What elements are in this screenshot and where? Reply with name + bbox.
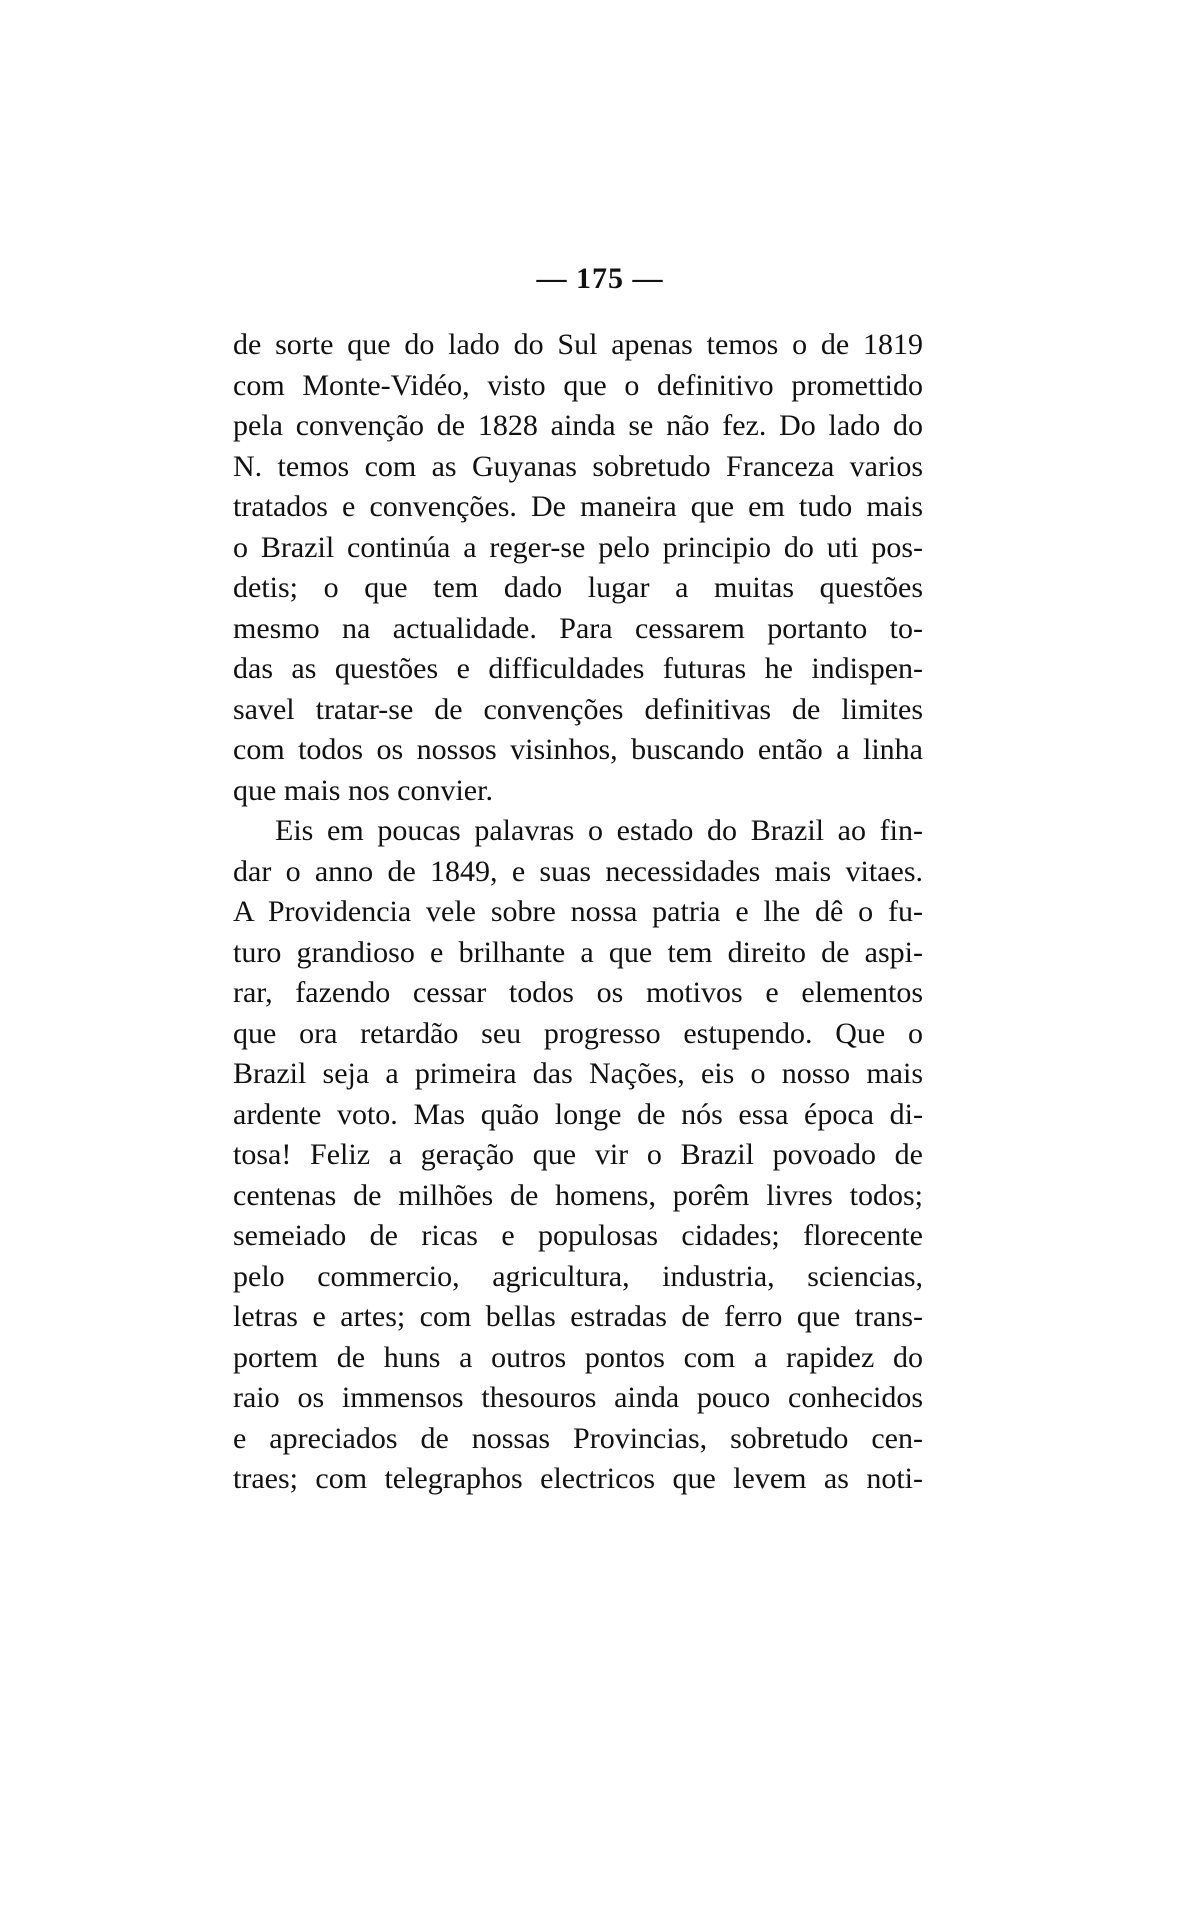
text-line: traes; com telegraphos electricos que levem as noti- — [233, 1462, 923, 1495]
text-line: letras e artes; com bellas estradas de ferro que trans- — [233, 1300, 923, 1333]
text-line: ardente voto. Mas quão longe de nós essa época di- — [233, 1097, 923, 1131]
text-line: portem de huns a outros pontos com a rapidez do — [233, 1340, 923, 1374]
text-line: Eis em poucas palavras o estado do Brazil ao fin- — [275, 814, 923, 847]
text-line: savel tratar-se de convenções definitivas de limites — [233, 692, 923, 726]
text-line: das as questões e difficuldades futuras he indispen- — [233, 652, 923, 685]
text-line: pela convenção de 1828 ainda se não fez. Do lado do — [233, 409, 923, 442]
text-line: pelo commercio, agricultura, industria, sciencias, — [233, 1259, 923, 1293]
paragraph-2 — [233, 811, 923, 1500]
text-line: A Providencia vele sobre nossa patria e lhe dê o fu- — [233, 895, 923, 928]
text-line: rar, fazendo cessar todos os motivos e elementos — [233, 976, 923, 1009]
text-line: e apreciados de nossas Provincias, sobretudo cen- — [233, 1421, 923, 1455]
text-line: com todos os nossos visinhos, buscando então a linha — [233, 733, 923, 766]
text-line: tratados e convenções. De maneira que em tudo mais — [233, 490, 923, 523]
text-line: raio os immensos thesouros ainda pouco conhecidos — [233, 1381, 923, 1414]
text-line: com Monte-Vidéo, visto que o definitivo promettido — [233, 368, 923, 402]
text-line: N. temos com as Guyanas sobretudo Franceza varios — [233, 449, 923, 483]
text-line: que ora retardão seu progresso estupendo. Que o — [233, 1016, 923, 1050]
text-line: mesmo na actualidade. Para cessarem portanto to- — [233, 611, 923, 645]
text-line: o Brazil continúa a reger-se pelo principio do uti pos- — [233, 530, 923, 564]
body-text — [233, 325, 923, 1500]
text-line: que mais nos convier. — [233, 773, 493, 807]
text-line: de sorte que do lado do Sul apenas temos o de 1819 — [233, 328, 923, 361]
text-line: detis; o que tem dado lugar a muitas questões — [233, 571, 923, 604]
text-line: dar o anno de 1849, e suas necessidades mais vitaes. — [233, 854, 923, 888]
page-number: — 175 — — [536, 262, 664, 295]
paragraph-1 — [233, 325, 923, 811]
text-line: tosa! Feliz a geração que vir o Brazil povoado de — [233, 1138, 923, 1171]
text-line: Brazil seja a primeira das Nações, eis o nosso mais — [233, 1057, 923, 1090]
text-line: centenas de milhões de homens, porêm livres todos; — [233, 1178, 923, 1212]
text-line: turo grandioso e brilhante a que tem direito de aspi- — [233, 935, 923, 969]
text-line: semeiado de ricas e populosas cidades; florecente — [233, 1219, 923, 1252]
